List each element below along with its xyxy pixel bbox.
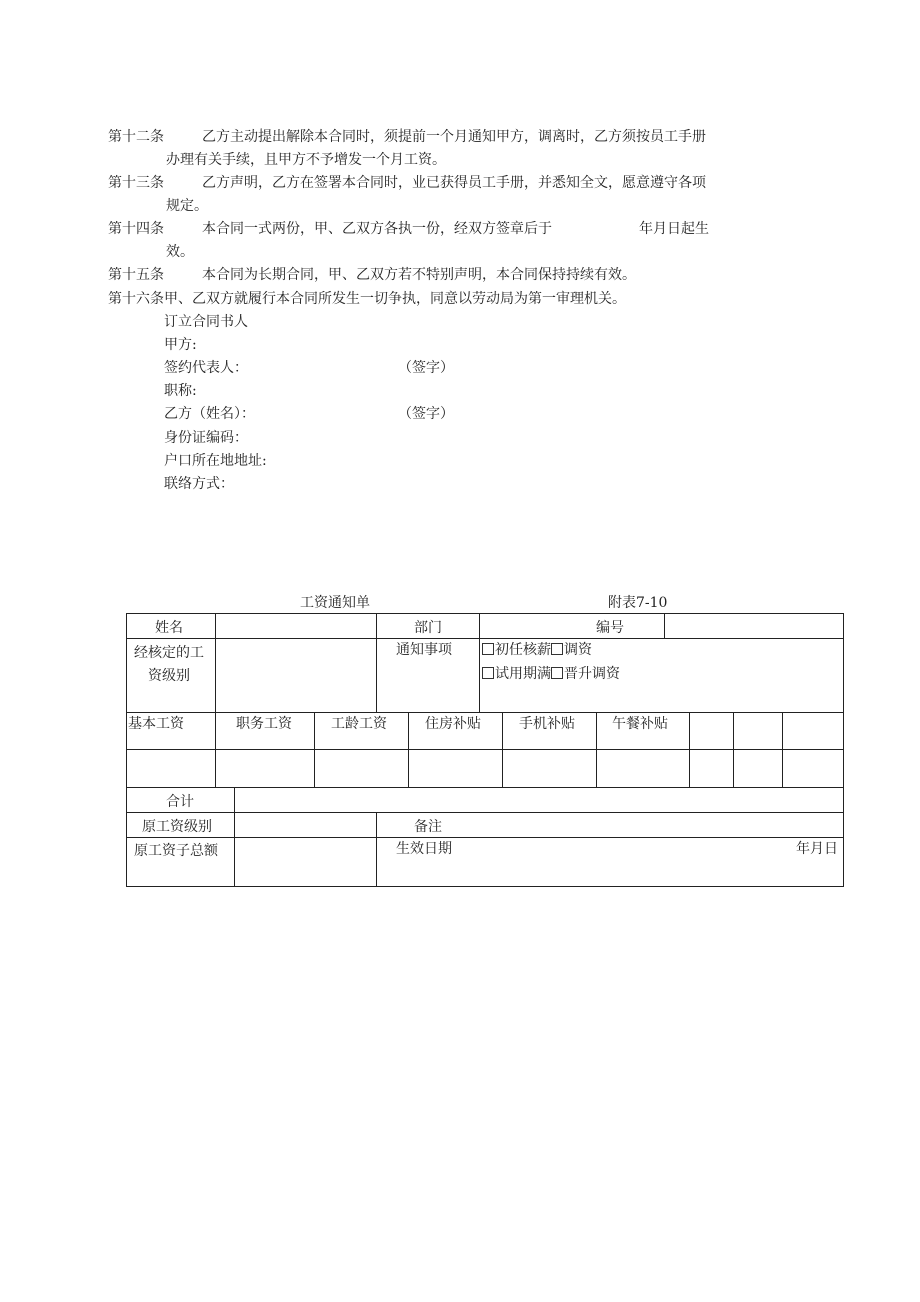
article-number: 第十二条: [108, 129, 164, 145]
table-rule: [126, 638, 844, 639]
table-rule: [479, 613, 480, 712]
pay-header-basic: 基本工资: [128, 716, 184, 732]
pay-header-phone: 手机补贴: [519, 716, 575, 732]
address-label: 户口所在地地址:: [164, 453, 267, 469]
notice-options-row1: [482, 640, 592, 660]
article-date-text: 年月日起生: [639, 221, 709, 237]
article-12-cont: 办理有关手续，且甲方不予增发一个月工资。: [166, 152, 446, 168]
table-rule: [782, 712, 783, 787]
remark-label: 备注: [414, 819, 442, 835]
table-rule: [215, 613, 216, 712]
option-initial-label: 初任核薪: [495, 642, 551, 658]
table-rule: [314, 712, 315, 787]
department-label: 部门: [414, 620, 442, 636]
article-number: 第十三条: [108, 175, 164, 191]
checkbox-initial[interactable]: [482, 643, 494, 655]
checkbox-promotion[interactable]: [551, 667, 563, 679]
total-label: 合计: [166, 794, 194, 810]
grade-label-line1: 经核定的工: [134, 645, 204, 661]
article-text: 本合同一式两份，甲、乙双方各执一份，经双方签章后于: [202, 221, 552, 237]
pay-header-housing: 住房补贴: [425, 716, 481, 732]
name-label: 姓名: [155, 620, 183, 636]
article-number: 第十四条: [108, 221, 164, 237]
table-border-top: [126, 613, 844, 614]
pay-header-seniority: 工龄工资: [331, 716, 387, 732]
appendix-label: 附表7-10: [608, 595, 668, 611]
representative-label: 签约代表人：: [164, 360, 248, 376]
table-rule: [408, 712, 409, 787]
table-border-right: [843, 613, 844, 887]
article-14-cont: 效。: [166, 244, 194, 260]
article-16: 第十六条甲、乙双方就履行本合同所发生一切争执，同意以劳动局为第一审理机关。: [108, 291, 626, 307]
option-adjust-label: 调资: [564, 642, 592, 658]
signatories-title: 订立合同书人: [164, 314, 248, 330]
job-title-label: 职称:: [164, 383, 197, 399]
notice-label: 通知事项: [396, 642, 452, 658]
checkbox-adjust[interactable]: [551, 643, 563, 655]
date-placeholder: 年月日: [796, 841, 838, 857]
party-b-label: 乙方（姓名）：: [164, 406, 255, 422]
original-total-label: 原工资子总额: [134, 843, 218, 859]
article-13-cont: 规定。: [166, 198, 208, 214]
table-rule: [126, 749, 844, 750]
form-title: 工资通知单: [300, 595, 370, 611]
effective-date-label: 生效日期: [396, 841, 452, 857]
option-promotion-label: 晋升调资: [564, 666, 620, 682]
pay-header-lunch: 午餐补贴: [612, 716, 668, 732]
pay-header-position: 职务工资: [236, 716, 292, 732]
code-label: 编号: [596, 620, 624, 636]
contact-label: 联络方式：: [164, 476, 234, 492]
checkbox-probation[interactable]: [482, 667, 494, 679]
table-rule: [234, 787, 235, 887]
table-rule: [215, 712, 216, 787]
table-rule: [664, 613, 665, 638]
table-rule: [126, 712, 844, 713]
article-text: 本合同为长期合同，甲、乙双方若不特别声明，本合同保持持续有效。: [202, 267, 636, 283]
table-rule: [596, 712, 597, 787]
table-rule: [376, 613, 377, 712]
table-rule: [502, 712, 503, 787]
representative-signature: （签字）: [398, 360, 454, 376]
notice-options-row2: [482, 664, 620, 684]
table-border-left: [126, 613, 127, 887]
article-text: 乙方声明，乙方在签署本合同时，业已获得员工手册，并悉知全文，愿意遵守各项: [202, 175, 706, 191]
party-b-signature: （签字）: [398, 406, 454, 422]
article-text: 乙方主动提出解除本合同时，须提前一个月通知甲方，调离时，乙方须按员工手册: [202, 129, 706, 145]
party-a-label: 甲方:: [164, 337, 197, 353]
grade-label-line2: 资级别: [148, 668, 190, 684]
article-number: 第十五条: [108, 267, 164, 283]
option-probation-label: 试用期满: [495, 666, 551, 682]
table-rule: [689, 712, 690, 787]
original-grade-label: 原工资级别: [142, 819, 212, 835]
table-rule: [733, 712, 734, 787]
table-rule: [376, 812, 377, 887]
id-number-label: 身份证编码：: [164, 430, 248, 446]
